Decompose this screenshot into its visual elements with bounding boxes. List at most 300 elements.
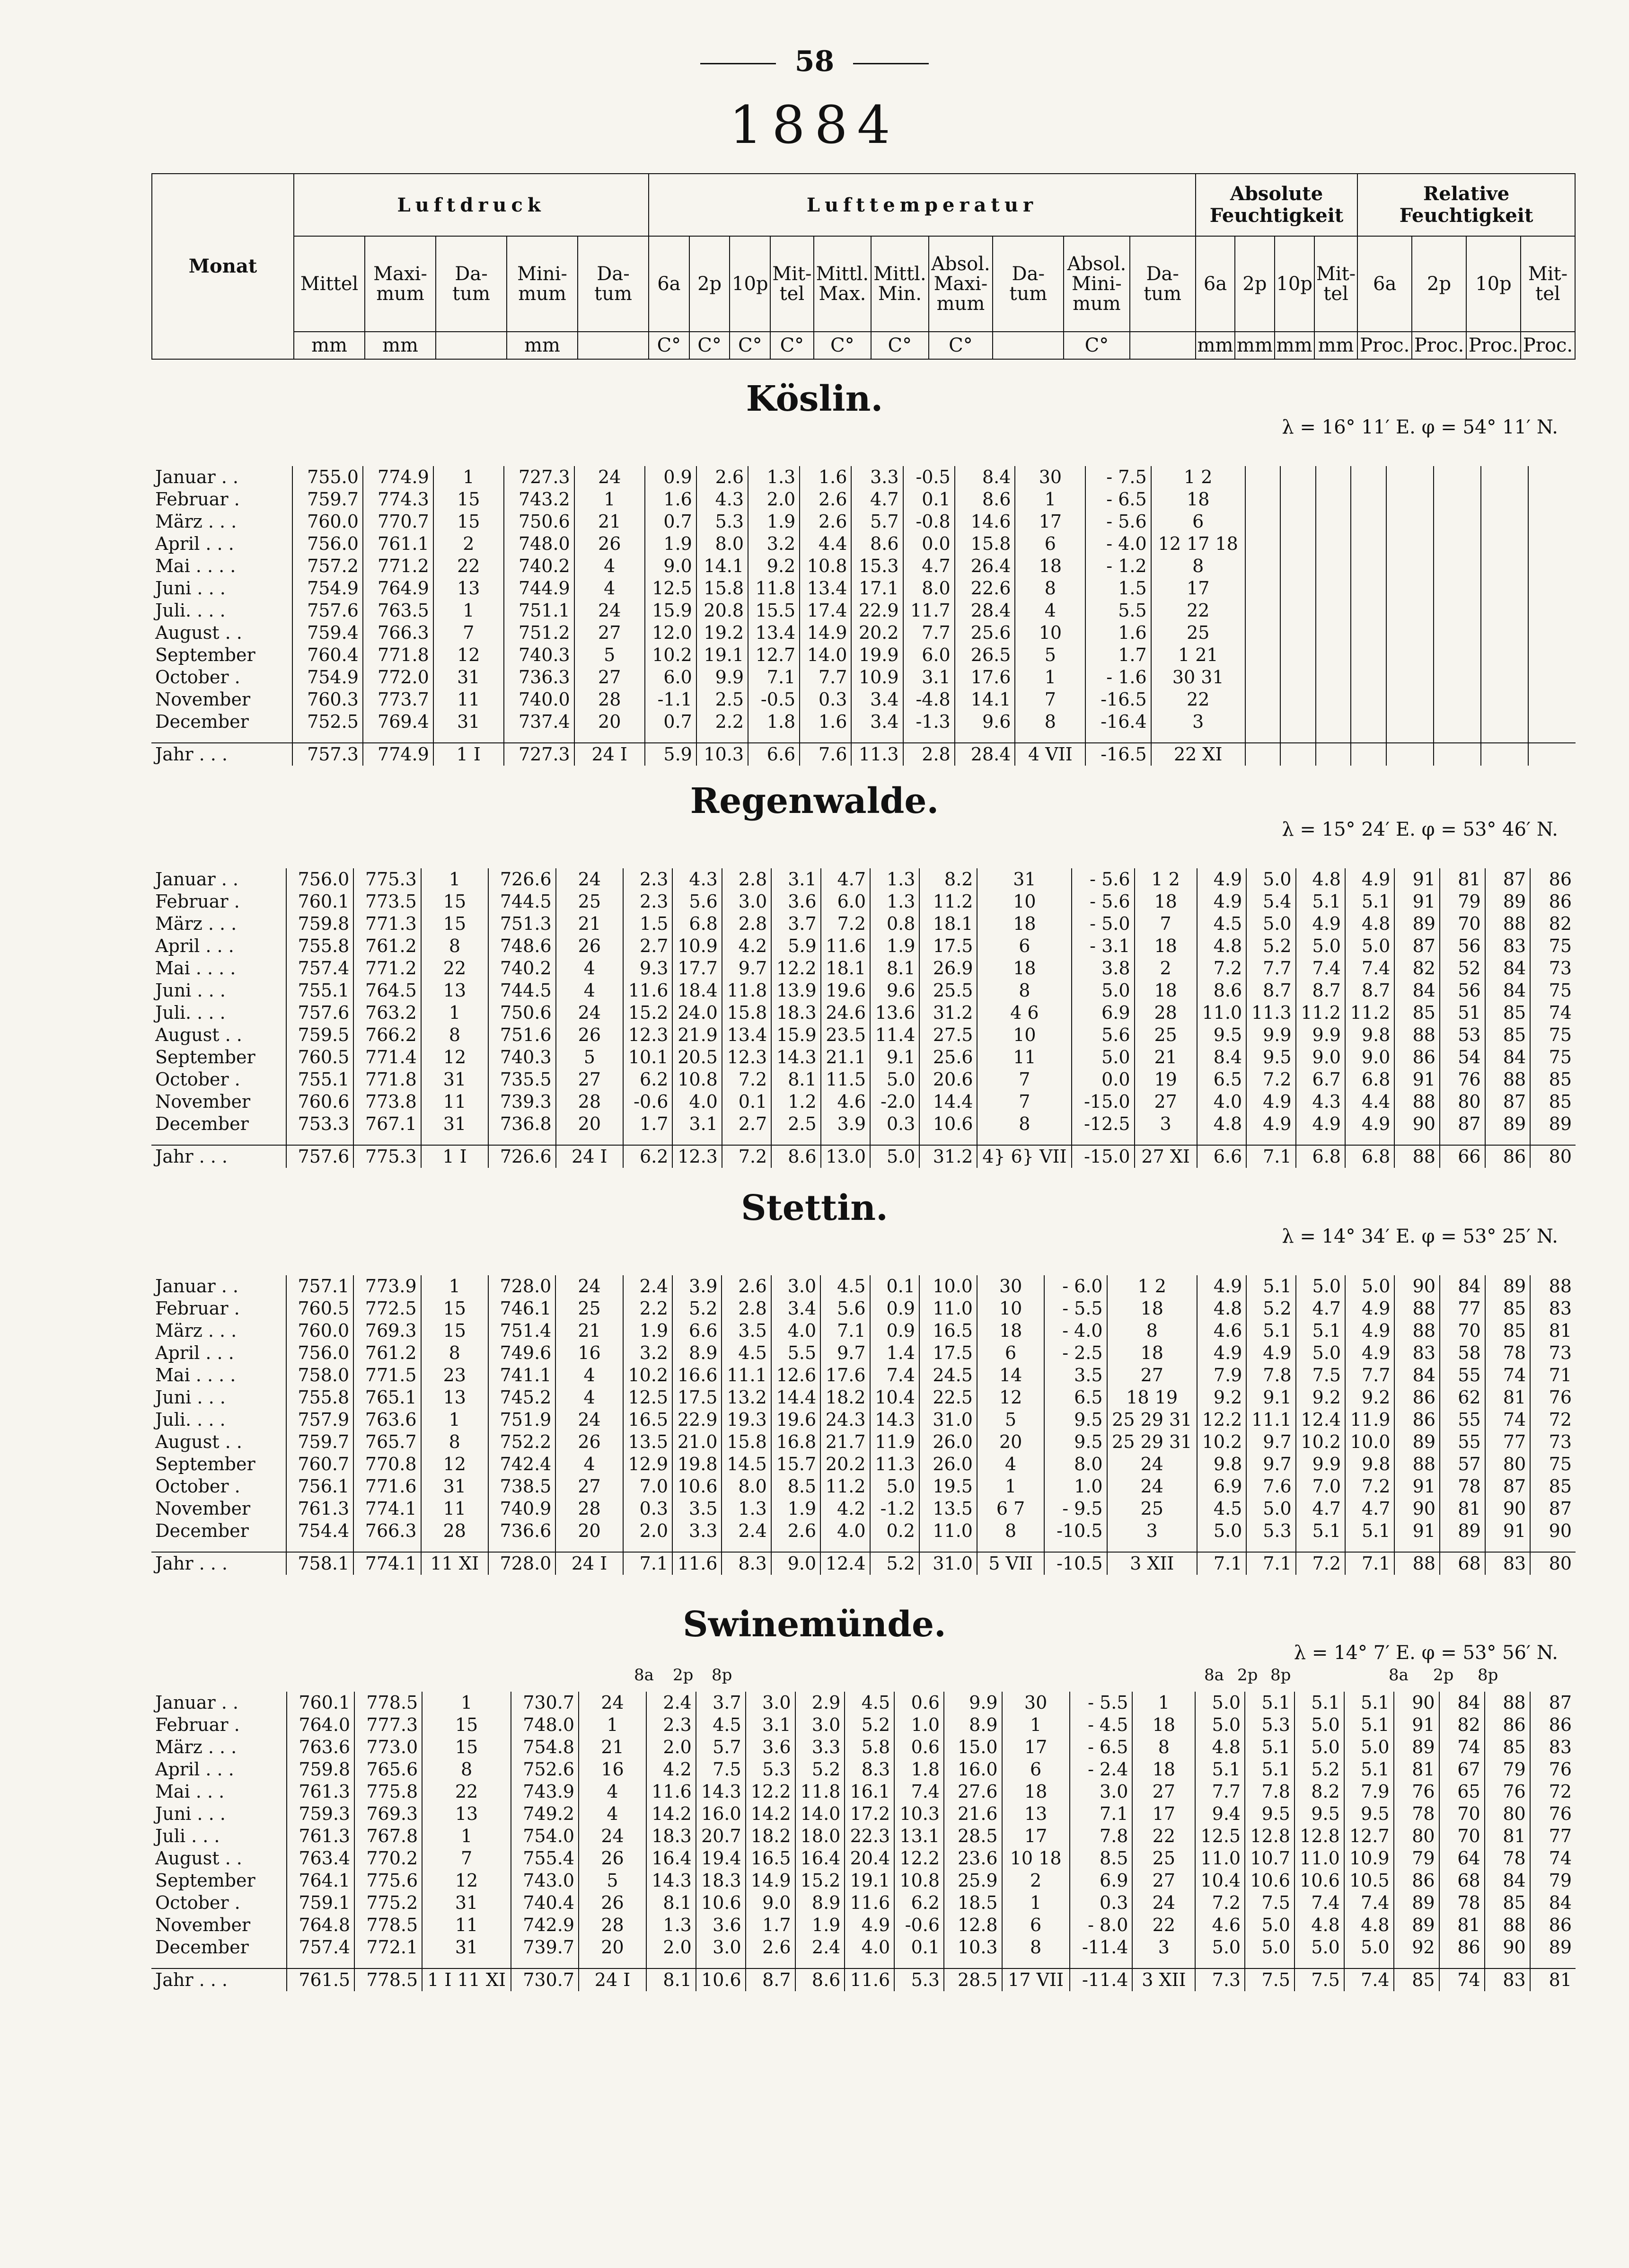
data-cell: 3.7 bbox=[696, 1692, 746, 1714]
data-cell: 18 bbox=[1132, 1714, 1195, 1736]
data-cell: - 9.5 bbox=[1044, 1498, 1107, 1520]
column-unit: mm bbox=[1235, 332, 1274, 359]
spacer-cell bbox=[800, 733, 851, 743]
data-cell: 772.1 bbox=[354, 1936, 422, 1959]
data-cell: 742.9 bbox=[511, 1914, 579, 1936]
data-cell: 7.5 bbox=[696, 1758, 746, 1781]
column-label: 6a bbox=[1357, 236, 1412, 332]
data-cell: 4.2 bbox=[646, 1758, 696, 1781]
data-cell: 5.2 bbox=[1294, 1758, 1344, 1781]
month-label: November bbox=[155, 1091, 251, 1112]
data-cell: 13.4 bbox=[800, 577, 851, 600]
data-cell: 1.4 bbox=[870, 1342, 919, 1364]
spacer-cell bbox=[1316, 733, 1351, 743]
data-cell: -11.4 bbox=[1070, 1936, 1133, 1959]
data-cell: 757.2 bbox=[292, 555, 363, 577]
data-cell: 771.8 bbox=[353, 1068, 421, 1091]
data-cell: 24 bbox=[556, 868, 623, 891]
data-cell: 15.3 bbox=[851, 555, 903, 577]
spacer-cell bbox=[1015, 733, 1085, 743]
data-cell: 4.5 bbox=[722, 1342, 771, 1364]
data-cell: 79 bbox=[1530, 1870, 1576, 1892]
data-cell bbox=[1481, 644, 1528, 666]
data-cell: 86 bbox=[1394, 1046, 1440, 1068]
data-cell: 28 bbox=[421, 1520, 488, 1542]
data-cell: 1 21 bbox=[1151, 644, 1245, 666]
data-cell: 748.0 bbox=[504, 533, 574, 555]
data-cell bbox=[1528, 577, 1576, 600]
data-cell: 88 bbox=[1394, 1024, 1440, 1046]
data-cell: 18 bbox=[977, 957, 1072, 980]
spacer-cell bbox=[1344, 1959, 1394, 1968]
data-cell: 759.5 bbox=[286, 1024, 353, 1046]
data-cell: 4.5 bbox=[845, 1692, 894, 1714]
column-unit bbox=[578, 332, 649, 359]
data-cell: 8 bbox=[1132, 1736, 1195, 1758]
data-cell: 91 bbox=[1394, 891, 1440, 913]
data-cell: 5.1 bbox=[1296, 1320, 1345, 1342]
data-cell: 91 bbox=[1394, 1475, 1440, 1498]
data-cell: 90 bbox=[1394, 1275, 1440, 1297]
data-cell: 11.8 bbox=[722, 980, 771, 1002]
data-cell: 2 bbox=[1002, 1870, 1070, 1892]
data-cell: 87 bbox=[1485, 1475, 1531, 1498]
month-label: Januar . . bbox=[155, 467, 238, 487]
data-cell: 5.0 bbox=[870, 1475, 919, 1498]
data-cell: 757.4 bbox=[287, 1936, 354, 1959]
data-cell: 0.3 bbox=[623, 1498, 672, 1520]
data-cell: 8.7 bbox=[746, 1968, 795, 1991]
data-cell: 5 bbox=[1015, 644, 1085, 666]
data-cell: 5 bbox=[574, 644, 645, 666]
data-cell: 77 bbox=[1485, 1431, 1531, 1453]
data-cell bbox=[1434, 600, 1481, 622]
data-cell: 760.1 bbox=[287, 1692, 354, 1714]
spacer-cell bbox=[1434, 733, 1481, 743]
spacer-cell bbox=[821, 1135, 870, 1145]
data-cell: 11 bbox=[433, 688, 504, 711]
data-cell: -12.5 bbox=[1072, 1113, 1134, 1135]
spacer-cell bbox=[1530, 1542, 1576, 1552]
data-cell: 17.6 bbox=[955, 666, 1015, 688]
month-row bbox=[151, 1870, 1576, 1892]
data-cell: 9.7 bbox=[1246, 1453, 1295, 1475]
data-cell: 5.1 bbox=[1344, 1714, 1394, 1736]
data-cell: 740.3 bbox=[488, 1046, 555, 1068]
data-cell: 1 bbox=[421, 868, 488, 891]
data-cell: 9.5 bbox=[1197, 1024, 1246, 1046]
column-label: Absol. Maxi-mum bbox=[929, 236, 993, 332]
data-cell: 86 bbox=[1530, 1714, 1576, 1736]
data-cell: 7.1 bbox=[623, 1552, 672, 1575]
data-cell: 76 bbox=[1530, 1758, 1576, 1781]
data-cell: 760.0 bbox=[292, 511, 363, 533]
spacer-cell bbox=[1440, 1542, 1485, 1552]
data-cell: 0.3 bbox=[800, 688, 851, 711]
data-cell: 20.7 bbox=[696, 1825, 746, 1847]
spacer-cell bbox=[151, 1542, 286, 1552]
data-cell: 21.6 bbox=[944, 1803, 1002, 1825]
data-cell: 8 bbox=[421, 1342, 488, 1364]
data-cell: 2 bbox=[1135, 957, 1197, 980]
data-cell bbox=[1434, 511, 1481, 533]
data-cell: 773.9 bbox=[353, 1275, 421, 1297]
data-cell bbox=[1351, 622, 1386, 644]
data-cell bbox=[1481, 511, 1528, 533]
data-cell: 4.9 bbox=[1197, 891, 1246, 913]
data-cell: 15 bbox=[422, 1736, 511, 1758]
spacer-cell bbox=[795, 1959, 845, 1968]
data-cell: 9.5 bbox=[1044, 1409, 1107, 1431]
data-cell: 84 bbox=[1440, 1275, 1485, 1297]
data-cell: 12 bbox=[421, 1453, 488, 1475]
data-cell: 744.5 bbox=[488, 980, 555, 1002]
month-label: April . . . bbox=[155, 1342, 234, 1363]
data-cell: 3.1 bbox=[746, 1714, 795, 1736]
month-row bbox=[151, 891, 1576, 913]
spacer-cell bbox=[421, 1135, 488, 1145]
column-label: Mittel bbox=[294, 236, 365, 332]
data-cell: 5.9 bbox=[771, 935, 820, 957]
data-cell: 4.0 bbox=[820, 1520, 870, 1542]
data-cell: 11.6 bbox=[646, 1781, 696, 1803]
month-row bbox=[151, 1847, 1576, 1870]
data-cell: 8.7 bbox=[1345, 980, 1394, 1002]
data-cell: -0.5 bbox=[903, 466, 955, 488]
data-cell: 87 bbox=[1530, 1692, 1576, 1714]
data-cell: 10.2 bbox=[1296, 1431, 1345, 1453]
spacer-cell bbox=[1481, 733, 1528, 743]
data-cell: 90 bbox=[1485, 1936, 1530, 1959]
data-cell: 761.3 bbox=[287, 1781, 354, 1803]
data-cell bbox=[1528, 644, 1576, 666]
data-cell: 7 bbox=[1015, 688, 1085, 711]
data-cell: 755.8 bbox=[286, 1386, 353, 1409]
data-cell bbox=[1351, 600, 1386, 622]
data-cell: 5.6 bbox=[820, 1297, 870, 1320]
data-cell: 18 bbox=[1132, 1758, 1195, 1781]
data-cell: 5.0 bbox=[1195, 1936, 1245, 1959]
column-unit: mm bbox=[294, 332, 365, 359]
column-unit: C° bbox=[814, 332, 872, 359]
data-cell: 758.0 bbox=[286, 1364, 353, 1386]
data-cell bbox=[1316, 488, 1351, 511]
data-cell: 75 bbox=[1530, 1453, 1576, 1475]
data-cell: 730.7 bbox=[511, 1968, 579, 1991]
data-cell bbox=[1245, 666, 1280, 688]
data-cell bbox=[1481, 488, 1528, 511]
data-cell: 769.3 bbox=[353, 1320, 421, 1342]
data-cell: 9.0 bbox=[771, 1552, 820, 1575]
data-cell: 18.5 bbox=[944, 1892, 1002, 1914]
data-cell: 31 bbox=[421, 1068, 488, 1091]
data-cell: 12.2 bbox=[746, 1781, 795, 1803]
data-cell bbox=[1481, 666, 1528, 688]
data-cell: 10.8 bbox=[894, 1870, 944, 1892]
data-cell: 759.3 bbox=[287, 1803, 354, 1825]
data-cell: 22 bbox=[1132, 1914, 1195, 1936]
month-row bbox=[151, 1046, 1576, 1068]
data-cell: - 4.0 bbox=[1044, 1320, 1107, 1342]
data-cell: 771.2 bbox=[363, 555, 433, 577]
data-cell: 21 bbox=[574, 511, 645, 533]
data-cell: 53 bbox=[1440, 1024, 1485, 1046]
data-cell: 5.2 bbox=[672, 1297, 722, 1320]
data-cell: 25 bbox=[1135, 1024, 1197, 1046]
data-cell: 20.2 bbox=[820, 1453, 870, 1475]
data-cell: 1.9 bbox=[623, 1320, 672, 1342]
data-cell: 10.4 bbox=[1195, 1870, 1245, 1892]
data-cell: 25 29 31 bbox=[1107, 1431, 1197, 1453]
data-cell: 30 bbox=[1015, 466, 1085, 488]
data-cell: 70 bbox=[1439, 1825, 1485, 1847]
data-cell: 27 bbox=[1132, 1870, 1195, 1892]
data-cell: 1.2 bbox=[771, 1091, 820, 1113]
data-cell: 28.5 bbox=[944, 1968, 1002, 1991]
data-cell: 84 bbox=[1485, 957, 1531, 980]
data-cell: 15.7 bbox=[771, 1453, 820, 1475]
data-cell: 7.2 bbox=[1296, 1552, 1345, 1575]
data-cell: 4.8 bbox=[1344, 1914, 1394, 1936]
spacer-row bbox=[151, 1542, 1576, 1552]
data-cell: 8 bbox=[421, 1024, 488, 1046]
data-cell: 727.3 bbox=[504, 466, 574, 488]
data-cell: 9.1 bbox=[1246, 1386, 1295, 1409]
data-cell: 18 bbox=[977, 913, 1072, 935]
data-cell: 9.5 bbox=[1044, 1431, 1107, 1453]
month-row bbox=[151, 600, 1576, 622]
spacer-cell bbox=[771, 1135, 820, 1145]
data-cell: 80 bbox=[1485, 1803, 1530, 1825]
data-cell: 744.9 bbox=[504, 577, 574, 600]
data-cell: -1.1 bbox=[645, 688, 696, 711]
data-cell: 2.3 bbox=[623, 868, 672, 891]
spacer-cell bbox=[696, 733, 748, 743]
data-cell: 3.1 bbox=[903, 666, 955, 688]
data-cell: -4.8 bbox=[903, 688, 955, 711]
data-cell: 9.2 bbox=[1345, 1386, 1394, 1409]
data-cell: -15.0 bbox=[1072, 1145, 1134, 1168]
data-cell: 81 bbox=[1439, 1914, 1485, 1936]
data-cell: 81 bbox=[1530, 1968, 1576, 1991]
spacer-cell bbox=[287, 1959, 354, 1968]
data-cell: 17 bbox=[1132, 1803, 1195, 1825]
month-label: Juni . . . bbox=[155, 1803, 226, 1824]
data-cell: 22.5 bbox=[919, 1386, 977, 1409]
month-row bbox=[151, 1386, 1576, 1409]
data-cell: 16.4 bbox=[646, 1847, 696, 1870]
data-cell: 1.3 bbox=[870, 868, 919, 891]
data-cell: 5.8 bbox=[845, 1736, 894, 1758]
data-cell: 22 bbox=[1151, 600, 1245, 622]
data-cell: 4.0 bbox=[771, 1320, 820, 1342]
data-cell: 86 bbox=[1394, 1409, 1440, 1431]
data-cell: 756.0 bbox=[286, 868, 353, 891]
month-label: October . bbox=[155, 1892, 240, 1913]
data-cell: 5.7 bbox=[851, 511, 903, 533]
data-cell: 24 bbox=[579, 1825, 646, 1847]
data-cell: 3 bbox=[1132, 1936, 1195, 1959]
data-cell: 31 bbox=[422, 1892, 511, 1914]
data-cell: 12 bbox=[422, 1870, 511, 1892]
data-cell: 80 bbox=[1530, 1552, 1576, 1575]
data-cell: 771.2 bbox=[353, 957, 421, 980]
data-cell: 82 bbox=[1530, 913, 1576, 935]
data-cell: 765.1 bbox=[353, 1386, 421, 1409]
data-cell: -0.5 bbox=[748, 688, 800, 711]
data-cell: 1 bbox=[574, 488, 645, 511]
data-cell: 81 bbox=[1394, 1758, 1439, 1781]
data-cell: 1.9 bbox=[748, 511, 800, 533]
data-cell: 764.5 bbox=[353, 980, 421, 1002]
data-cell: 748.6 bbox=[488, 935, 555, 957]
data-cell: 13 bbox=[433, 577, 504, 600]
data-cell: 4.3 bbox=[672, 868, 722, 891]
data-cell: 10.5 bbox=[1344, 1870, 1394, 1892]
month-row bbox=[151, 980, 1576, 1002]
data-cell: 5.2 bbox=[1246, 1297, 1295, 1320]
data-cell bbox=[1481, 600, 1528, 622]
data-cell: 6.5 bbox=[1044, 1386, 1107, 1409]
data-cell bbox=[1351, 688, 1386, 711]
data-cell: - 1.6 bbox=[1085, 666, 1151, 688]
data-cell: 5.1 bbox=[1246, 1320, 1295, 1342]
data-cell: 85 bbox=[1485, 1320, 1531, 1342]
data-cell bbox=[1528, 688, 1576, 711]
data-cell: 64 bbox=[1439, 1847, 1485, 1870]
data-cell: 11.0 bbox=[1294, 1847, 1344, 1870]
data-cell: 3.0 bbox=[696, 1936, 746, 1959]
data-cell: 24 bbox=[555, 1275, 623, 1297]
column-unit: C° bbox=[770, 332, 813, 359]
spacer-cell bbox=[894, 1959, 944, 1968]
column-unit: C° bbox=[730, 332, 770, 359]
data-cell: 21.9 bbox=[672, 1024, 722, 1046]
data-cell: 3.4 bbox=[771, 1297, 820, 1320]
data-cell: 751.2 bbox=[504, 622, 574, 644]
data-cell: 26 bbox=[574, 533, 645, 555]
data-cell: 5.1 bbox=[1195, 1758, 1245, 1781]
spacer-cell bbox=[286, 1135, 353, 1145]
data-cell: 11.6 bbox=[845, 1968, 894, 1991]
data-cell: 11.0 bbox=[919, 1520, 977, 1542]
data-cell: 84 bbox=[1485, 980, 1531, 1002]
data-cell bbox=[1280, 644, 1315, 666]
data-cell: 8.2 bbox=[1294, 1781, 1344, 1803]
column-label: Mittl. Max. bbox=[814, 236, 872, 332]
data-cell: 766.3 bbox=[363, 622, 433, 644]
data-cell: 76 bbox=[1394, 1781, 1439, 1803]
data-cell: 760.1 bbox=[286, 891, 353, 913]
data-cell: 19 bbox=[1135, 1068, 1197, 1091]
data-cell: 19.6 bbox=[771, 1409, 820, 1431]
data-cell: 8.1 bbox=[646, 1892, 696, 1914]
data-cell: 740.0 bbox=[504, 688, 574, 711]
data-cell bbox=[1316, 644, 1351, 666]
data-cell: 15.9 bbox=[645, 600, 696, 622]
spacer-cell bbox=[504, 733, 574, 743]
data-cell bbox=[1316, 511, 1351, 533]
data-cell: 739.3 bbox=[488, 1091, 555, 1113]
data-cell: 1.3 bbox=[748, 466, 800, 488]
data-cell: 1 bbox=[1002, 1714, 1070, 1736]
data-cell: 91 bbox=[1394, 1714, 1439, 1736]
data-cell: 1 bbox=[977, 1475, 1044, 1498]
data-cell: 28.5 bbox=[944, 1825, 1002, 1847]
data-cell: 4.9 bbox=[1345, 1320, 1394, 1342]
data-cell: 90 bbox=[1394, 1113, 1440, 1135]
data-cell: 4.4 bbox=[800, 533, 851, 555]
data-cell: 5.0 bbox=[870, 1145, 919, 1168]
data-cell: 12 bbox=[433, 644, 504, 666]
data-cell: 11.8 bbox=[795, 1781, 845, 1803]
data-cell: 30 bbox=[1002, 1692, 1070, 1714]
data-cell: 11.6 bbox=[672, 1552, 722, 1575]
data-cell: 17 VII bbox=[1002, 1968, 1070, 1991]
spacer-cell bbox=[574, 733, 645, 743]
data-cell: 7.2 bbox=[722, 1068, 771, 1091]
data-cell: 754.8 bbox=[511, 1736, 579, 1758]
data-cell: 5.0 bbox=[1246, 913, 1295, 935]
spacer-cell bbox=[919, 1135, 977, 1145]
data-cell: 27 bbox=[1132, 1781, 1195, 1803]
data-cell: 1.9 bbox=[870, 935, 919, 957]
data-cell: 18.4 bbox=[672, 980, 722, 1002]
data-cell: 18 bbox=[1015, 555, 1085, 577]
data-cell: 11 bbox=[977, 1046, 1072, 1068]
spacer-cell bbox=[1294, 1959, 1344, 1968]
month-row bbox=[151, 511, 1576, 533]
data-cell: 759.8 bbox=[286, 913, 353, 935]
column-unit: Proc. bbox=[1412, 332, 1466, 359]
data-cell: 20.2 bbox=[851, 622, 903, 644]
data-cell: 89 bbox=[1394, 1431, 1440, 1453]
data-cell: 775.3 bbox=[353, 1145, 421, 1168]
data-cell: 3.3 bbox=[851, 466, 903, 488]
data-cell bbox=[1481, 466, 1528, 488]
data-cell: 5.0 bbox=[1344, 1736, 1394, 1758]
data-cell: 1 bbox=[421, 1002, 488, 1024]
data-cell: 740.3 bbox=[504, 644, 574, 666]
data-cell: 769.4 bbox=[363, 711, 433, 733]
spacer-cell bbox=[1296, 1542, 1345, 1552]
obs-time-label: 8p bbox=[712, 1666, 732, 1685]
data-cell: 72 bbox=[1530, 1409, 1576, 1431]
data-cell: 18 bbox=[1107, 1297, 1197, 1320]
data-cell: 3 XII bbox=[1132, 1968, 1195, 1991]
data-cell: 741.1 bbox=[488, 1364, 555, 1386]
data-cell: 0.7 bbox=[645, 711, 696, 733]
data-cell: 18 bbox=[1002, 1781, 1070, 1803]
data-cell: 14.3 bbox=[696, 1781, 746, 1803]
data-cell: 26.0 bbox=[919, 1453, 977, 1475]
data-cell: 1 bbox=[1015, 488, 1085, 511]
data-cell: 22 bbox=[1151, 688, 1245, 711]
data-cell: 28 bbox=[555, 1498, 623, 1520]
month-row bbox=[151, 1409, 1576, 1431]
data-cell: 10.9 bbox=[1344, 1847, 1394, 1870]
data-cell: 8.4 bbox=[1197, 1046, 1246, 1068]
data-cell: 31 bbox=[421, 1475, 488, 1498]
data-cell bbox=[1434, 577, 1481, 600]
data-cell: -10.5 bbox=[1044, 1520, 1107, 1542]
data-cell: 56 bbox=[1440, 935, 1485, 957]
data-cell: 5 VII bbox=[977, 1552, 1044, 1575]
data-cell: 735.5 bbox=[488, 1068, 555, 1091]
data-cell: 21 bbox=[579, 1736, 646, 1758]
obs-time-label: 2p bbox=[1433, 1666, 1454, 1685]
month-row bbox=[151, 1113, 1576, 1135]
